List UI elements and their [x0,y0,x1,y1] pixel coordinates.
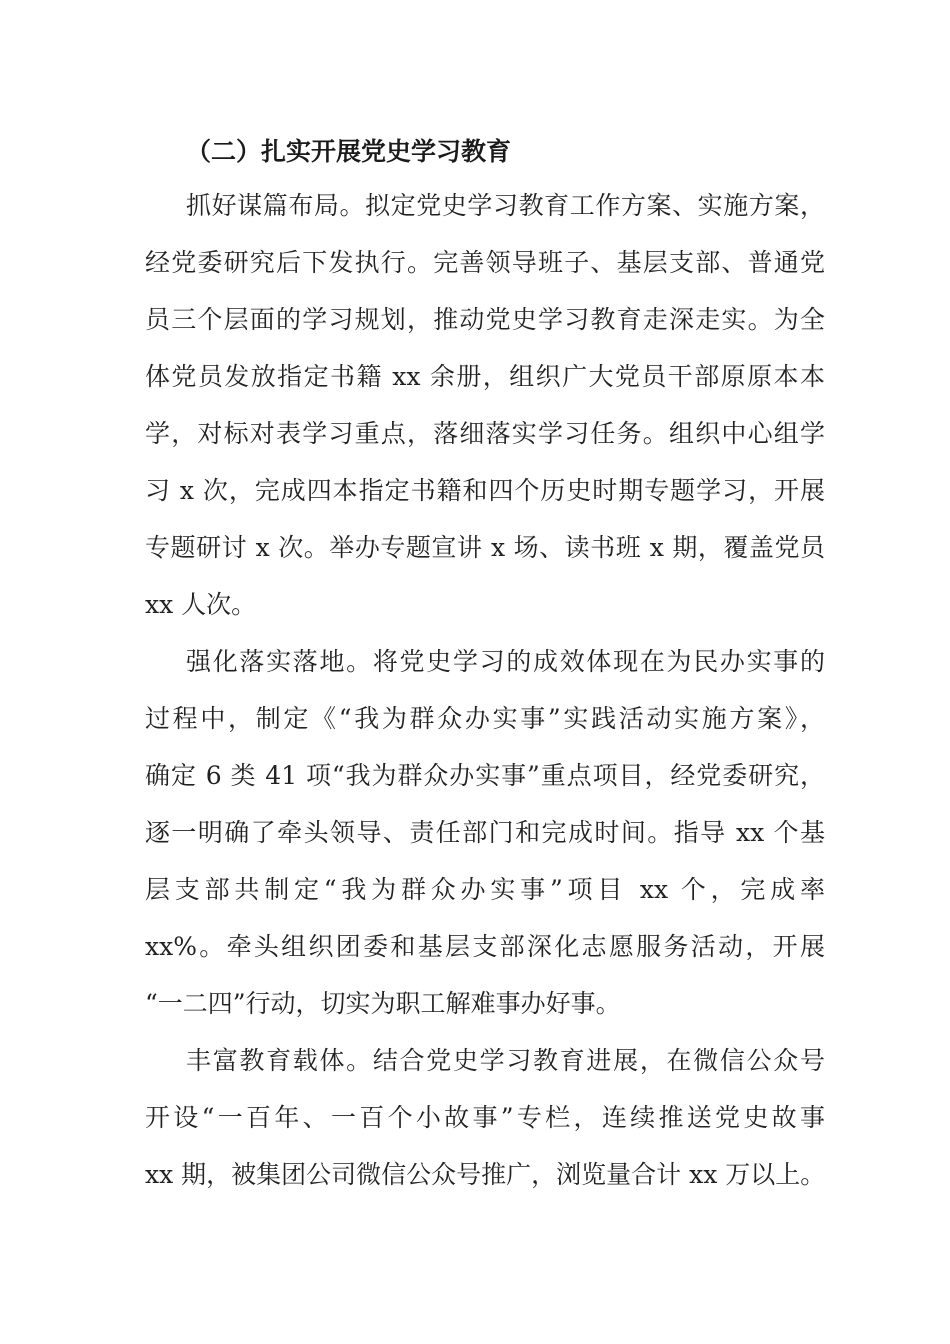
paragraph-2-line-1: 强化落实落地。将党史学习的成效体现在为民办实事的 [186,647,825,676]
paragraph-2-line-2: 过程中，制定《“我为群众办实事”实践活动实施方案》， [145,704,825,733]
paragraph-3-line-3: xx 期，被集团公司微信公众号推广，浏览量合计 xx 万以上。 [145,1160,826,1189]
paragraph-1-line-2: 经党委研究后下发执行。完善领导班子、基层支部、普通党 [145,248,825,277]
section-heading: （二）扎实开展党史学习教育 [186,137,512,166]
paragraph-1-line-3: 员三个层面的学习规划，推动党史学习教育走深走实。为全 [145,305,825,334]
paragraph-2-line-6: xx%。牵头组织团委和基层支部深化志愿服务活动，开展 [145,932,825,961]
paragraph-2-line-4: 逐一明确了牵头领导、责任部门和完成时间。指导 xx 个基 [145,818,825,847]
paragraph-1-line-7: 专题研讨 x 次。举办专题宣讲 x 场、读书班 x 期，覆盖党员 [145,533,825,562]
paragraph-2-line-3: 确定 6 类 41 项“我为群众办实事”重点项目，经党委研究， [145,761,825,790]
paragraph-1-line-6: 习 x 次，完成四本指定书籍和四个历史时期专题学习，开展 [145,476,825,505]
paragraph-1-line-1: 抓好谋篇布局。拟定党史学习教育工作方案、实施方案， [186,191,825,220]
paragraph-2-line-5: 层支部共制定“我为群众办实事”项目 xx 个，完成率 [145,875,825,904]
paragraph-1-line-8: xx 人次。 [145,590,257,619]
paragraph-3-line-2: 开设“一百年、一百个小故事”专栏，连续推送党史故事 [145,1103,825,1132]
paragraph-1-line-4: 体党员发放指定书籍 xx 余册，组织广大党员干部原原本本 [145,362,825,391]
paragraph-3-line-1: 丰富教育载体。结合党史学习教育进展，在微信公众号 [186,1046,825,1075]
paragraph-1-line-5: 学，对标对表学习重点，落细落实学习任务。组织中心组学 [145,419,825,448]
paragraph-2-line-7: “一二四”行动，切实为职工解难事办好事。 [145,989,621,1018]
